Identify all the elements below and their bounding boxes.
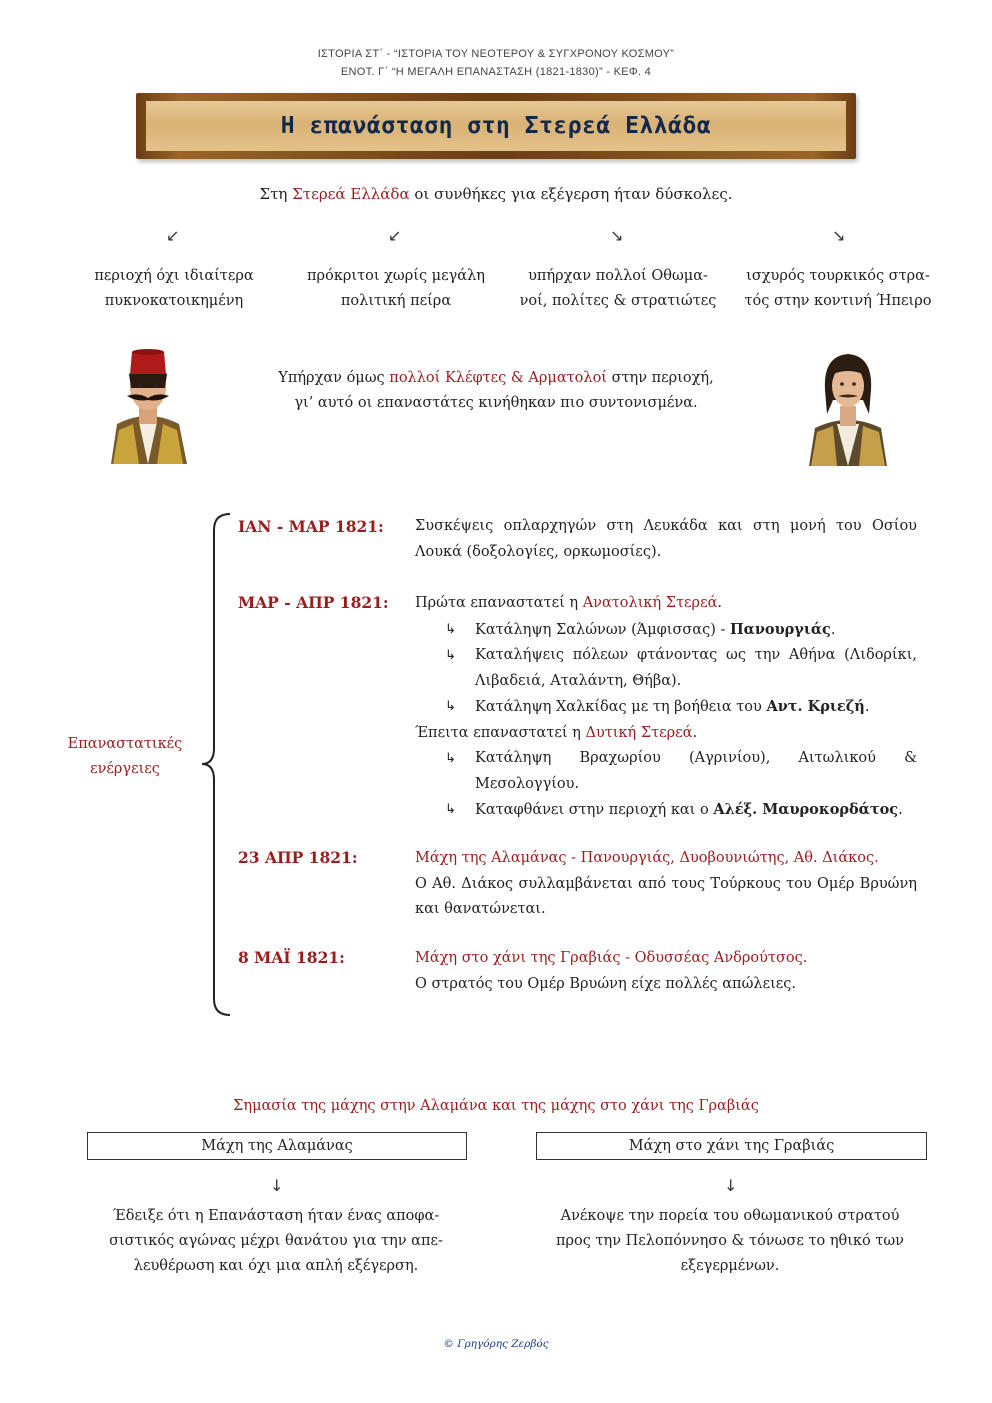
title-banner-panel (146, 101, 846, 151)
west-revolt-line (415, 721, 917, 747)
condition-3-line-1: υπήρχαν πολλοί Οθωμα- (528, 268, 708, 284)
condition-4-line-1: ισχυρός τουρκικός στρα- (746, 268, 930, 284)
gravia-headline: Μάχη στο χάνι της Γραβιάς - Οδυσσέας Ανδρούτσος. (415, 950, 808, 966)
condition-4-line-2: τός στην κοντινή Ήπειρο (744, 293, 932, 309)
bullet-arrow-icon: ↳ (445, 751, 456, 766)
bullet-arrow-icon: ↳ (445, 699, 456, 714)
alamana-headline: Μάχη της Αλαμάνας - Πανουργιάς, Δυοβουνιώτης, Αθ. Διάκος. (415, 850, 879, 866)
condition-3 (508, 264, 728, 314)
alamana-sig-line-1: Έδειξε ότι η Επανάσταση ήταν ένας αποφα- (112, 1208, 440, 1224)
portrait-fighter-left (103, 344, 193, 464)
title-banner (136, 93, 856, 159)
gravia-significance (540, 1204, 920, 1279)
actions-label (60, 732, 190, 782)
klephts-line-2: γι’ αυτό οι επαναστάτες κινήθηκαν πιο συντονισμένα. (294, 395, 698, 411)
west-pre: Έπειτα επαναστατεί η (415, 724, 586, 741)
arrow-down-icon: ↓ (270, 1176, 284, 1195)
page-title: Η επανάσταση στη Στερεά Ελλάδα (280, 113, 712, 139)
condition-1-line-2: πυκνοκατοικημένη (104, 293, 244, 309)
curly-brace (196, 512, 236, 1017)
west-post: . (692, 724, 698, 741)
event-2-date: ΜΑΡ - ΑΠΡ 1821: (238, 593, 389, 612)
mavro-pre: Καταφθάνει στην περιοχή και ο (475, 802, 714, 818)
actions-label-line-1: Επαναστατικές (67, 736, 183, 752)
bullet-arrow-icon: ↳ (445, 648, 456, 663)
event-4-date: 8 ΜΑΪ 1821: (238, 948, 345, 967)
arrow-down-left-2: ↙ (388, 226, 402, 245)
event-4-description (415, 946, 917, 997)
condition-1 (64, 264, 284, 314)
klephts-statement (200, 366, 792, 416)
east-pre: Πρώτα επαναστατεί η (415, 595, 583, 611)
bullet-mavrokordatos (415, 797, 917, 824)
condition-2-line-2: πολιτική πείρα (340, 293, 452, 309)
cities-text: Καταλήψεις πόλεων φτάνοντας ως την Αθήνα (Λιδορίκι, Λιβαδειά, Αταλάντη, Θήβα). (475, 647, 917, 689)
gravia-sig-line-3: εξεγερμένων. (680, 1258, 780, 1274)
klephts-pre: Υπήρχαν όμως (278, 370, 390, 386)
alamana-significance (86, 1204, 466, 1279)
bullet-arrow-icon: ↳ (445, 621, 456, 637)
condition-1-line-1: περιοχή όχι ιδιαίτερα (94, 268, 254, 284)
salona-pre: Κατάληψη Σαλώνων (Άμφισσας) - (475, 621, 730, 638)
condition-2 (286, 264, 506, 314)
event-2-description (415, 591, 917, 824)
mavro-post: . (898, 802, 903, 818)
klephts-post: στην περιοχή, (607, 370, 714, 386)
east-post: . (717, 595, 722, 611)
bullet-salona (415, 617, 917, 644)
arrow-down-icon: ↓ (724, 1176, 738, 1195)
condition-3-line-2: νοί, πολίτες & στρατιώτες (519, 293, 717, 309)
intro-post: οι συνθήκες για εξέγερση ήταν δύσκολες. (409, 185, 733, 203)
alamana-box: Μάχη της Αλαμάνας (87, 1132, 467, 1160)
actions-label-line-2: ενέργειες (90, 761, 160, 777)
event-3-date: 23 ΑΠΡ 1821: (238, 848, 358, 867)
intro-pre: Στη (259, 185, 293, 203)
arrow-down-left-1: ↙ (166, 226, 180, 245)
chalkida-post: . (864, 699, 870, 715)
arrow-down-right-2: ↘ (832, 226, 846, 245)
portrait-fighter-right (803, 346, 893, 466)
chalkida-bold: Αντ. Κριεζή (766, 698, 865, 715)
condition-4 (728, 264, 948, 314)
vrachori-text: Κατάληψη Βραχωρίου (Αγρινίου), Αιτωλικού & Μεσολογγίου. (475, 750, 917, 792)
gravia-text: Ο στρατός του Ομέρ Βρυώνη είχε πολλές απώλειες. (415, 975, 797, 992)
chalkida-pre: Κατάληψη Χαλκίδας με τη βοήθεια του (475, 699, 767, 715)
east-revolt-line (415, 591, 917, 617)
arrow-down-right-1: ↘ (610, 226, 624, 245)
header-line-2: ΕΝΟΤ. Γ΄ “Η ΜΕΓΑΛΗ ΕΠΑΝΑΣΤΑΣΗ (1821-1830)” - ΚΕΦ. 4 (340, 66, 652, 78)
intro-highlight: Στερεά Ελλάδα (292, 185, 410, 203)
salona-post: . (830, 621, 836, 638)
header-line-1: ΙΣΤΟΡΙΑ ΣΤ΄ - “ΙΣΤΟΡΙΑ ΤΟΥ ΝΕΟΤΕΡΟΥ & ΣΥΓΧΡΟΝΟΥ ΚΟΣΜΟΥ” (317, 48, 675, 60)
gravia-sig-line-1: Ανέκοψε την πορεία του οθωμανικού στρατού (560, 1208, 900, 1224)
gravia-sig-line-2: προς την Πελοπόννησο & τόνωσε το ηθικό των (556, 1233, 904, 1249)
intro-sentence (0, 185, 992, 203)
bullet-cities (415, 643, 917, 694)
klephts-line-1 (200, 366, 792, 391)
copyright-footer: © Γρηγόρης Ζερβός (443, 1338, 549, 1350)
significance-title: Σημασία της μάχης στην Αλαμάνα και της μάχης στο χάνι της Γραβιάς (233, 1098, 759, 1114)
event-1-date: ΙΑΝ - ΜΑΡ 1821: (238, 517, 384, 536)
event-1-description: Συσκέψεις οπλαρχηγών στη Λευκάδα και στη μονή του Οσίου Λουκά (δοξολογίες, ορκωμοσίες). (415, 518, 917, 560)
salona-bold: Πανουργιάς (729, 620, 831, 638)
gravia-box: Μάχη στο χάνι της Γραβιάς (536, 1132, 927, 1160)
bullet-chalkida (415, 694, 917, 721)
bullet-arrow-icon: ↳ (445, 802, 456, 817)
klephts-highlight: πολλοί Κλέφτες & Αρματολοί (389, 370, 607, 386)
mavro-bold: Αλέξ. Μαυροκορδάτος (713, 801, 899, 818)
alamana-sig-line-2: σιστικός αγώνας μέχρι θανάτου για την απε- (109, 1233, 443, 1249)
west-highlight: Δυτική Στερεά (585, 724, 693, 741)
alamana-text: Ο Αθ. Διάκος συλλαμβάνεται από τους Τούρκους του Ομέρ Βρυώνη και θανατώνεται. (415, 875, 917, 917)
bullet-vrachori (415, 746, 917, 797)
event-3-description (415, 846, 917, 923)
alamana-sig-line-3: λευθέρωση και όχι μια απλή εξέγερση. (133, 1258, 419, 1274)
east-highlight: Ανατολική Στερεά (582, 595, 718, 611)
condition-2-line-1: πρόκριτοι χωρίς μεγάλη (307, 268, 485, 284)
